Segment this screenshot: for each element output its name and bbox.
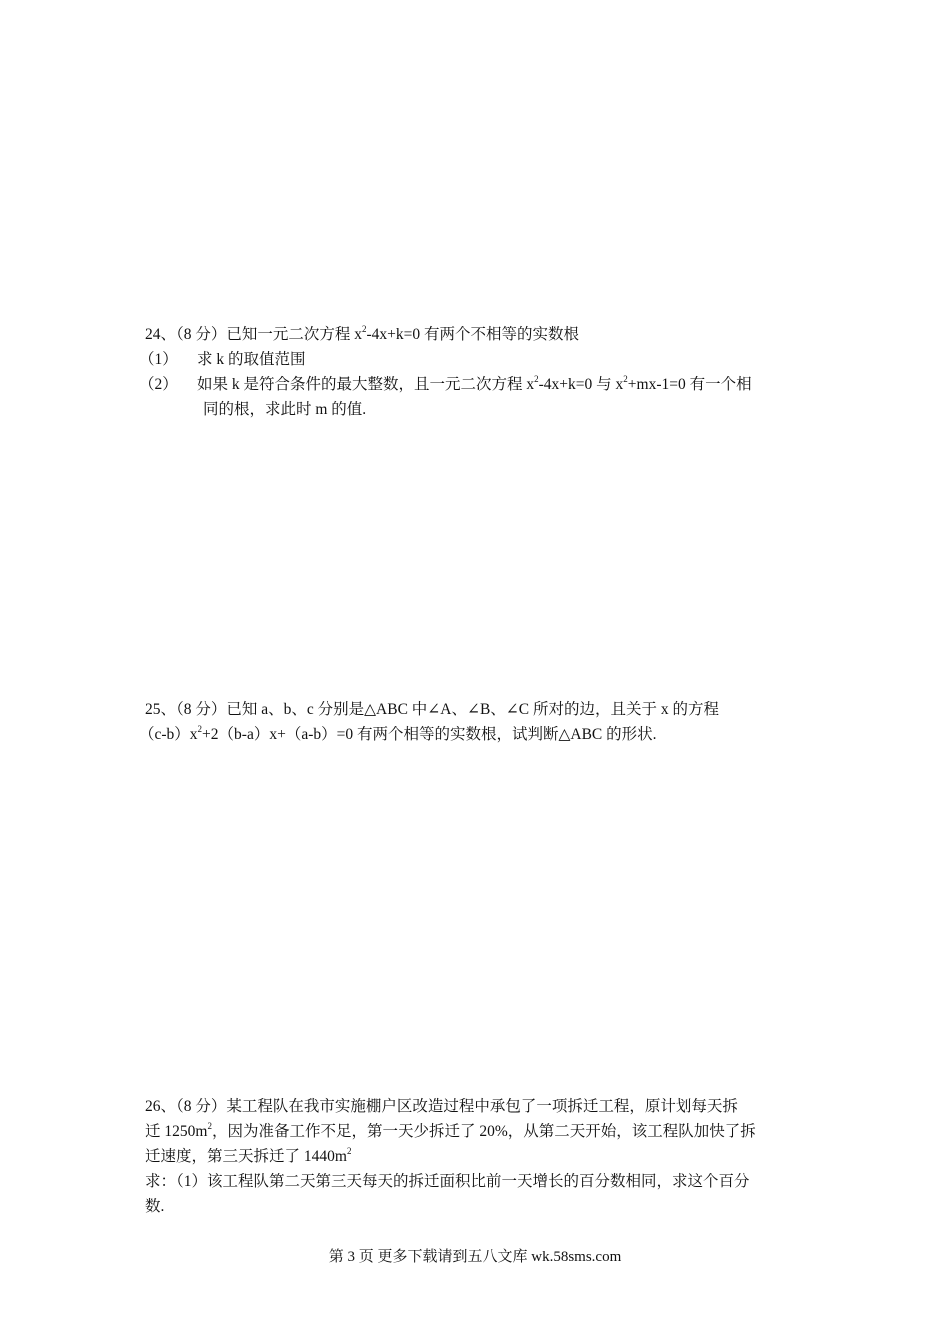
q26-line3-pre: 迁速度，第三天拆迁了 1440m	[145, 1148, 347, 1165]
q25-line2-sup: 2	[197, 723, 203, 734]
q25-line2-post: +2（b-a）x+（a-b）=0 有两个相等的实数根，试判断△ABC 的形状.	[202, 726, 657, 743]
q26-line4: 求：（1）该工程队第二天第三天每天的拆迁面积比前一天增长的百分数相同，求这个百分	[145, 1173, 750, 1190]
q26-line2-pre: 迁 1250m	[145, 1123, 208, 1140]
q25-line2	[139, 724, 657, 746]
q26-line5: 数.	[145, 1198, 165, 1215]
q26-line3	[145, 1146, 351, 1168]
q24-part2-line2: 同的根，求此时 m 的值.	[203, 401, 367, 418]
q25-line1: 25、（8 分）已知 a、b、c 分别是△ABC 中∠A、∠B、∠C 所对的边，且关于 x 的方程	[145, 701, 720, 718]
q24-part2-sup1: 2	[534, 373, 539, 384]
q24-part2-sup2: 2	[623, 373, 628, 384]
q24-part2-number: （2）	[139, 376, 178, 393]
q24-part1-number: （1）	[139, 351, 178, 368]
q26-line2	[145, 1121, 756, 1143]
page-footer: 第 3 页 更多下载请到五八文库 wk.58sms.com	[328, 1249, 622, 1265]
q24-part2-line1	[139, 374, 752, 396]
q26-line2-post: ，因为准备工作不足，第一天少拆迁了 20%，从第二天开始，该工程队加快了拆	[211, 1123, 756, 1140]
q26-line3-sup: 2	[346, 1145, 352, 1156]
q24-header-post: -4x+k=0 有两个不相等的实数根	[366, 326, 580, 343]
q25-line2-pre: （c-b）x	[139, 726, 198, 743]
q24-part2-a: 如果 k 是符合条件的最大整数，且一元二次方程 x	[197, 376, 535, 393]
q24-part2-c: +mx-1=0 有一个相	[627, 376, 752, 393]
q26-line2-sup: 2	[207, 1120, 212, 1131]
q26-line1: 26、（8 分）某工程队在我市实施棚户区改造过程中承包了一项拆迁工程，原计划每天拆	[145, 1098, 738, 1115]
q24-part1-text: 求 k 的取值范围	[197, 351, 306, 368]
q24-header	[145, 324, 579, 346]
q24-header-sup: 2	[362, 323, 367, 334]
q24-header-pre: 24、（8 分）已知一元二次方程 x	[145, 326, 363, 343]
q24-part2-b: -4x+k=0 与 x	[538, 376, 624, 393]
q24-part1	[139, 349, 306, 371]
